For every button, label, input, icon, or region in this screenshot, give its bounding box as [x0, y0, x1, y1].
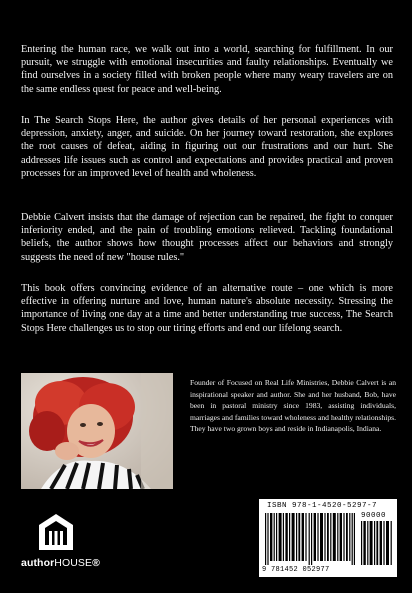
price-addon-text: 90000: [361, 512, 387, 520]
publisher-name-thin: HOUSE: [54, 557, 93, 569]
registered-mark: ®: [92, 557, 100, 569]
publisher-name: [21, 557, 99, 569]
publisher-name-bold: author: [21, 557, 55, 569]
blurb-paragraph-2: In The Search Stops Here, the author gives details of her personal experiences with depression, anxiety, anger, and suicide. On her journey toward restoration, she explores the root causes of defeat, aiding in figuring out our frustrations and our hurt. She addresses life issues such as control and expectations and provides practical and proven processes for an improved level of health and wholeness.: [21, 115, 393, 179]
isbn-text: ISBN 978-1-4520-5297-7: [267, 502, 378, 510]
author-bio: Founder of Focused on Real Life Ministries, Debbie Calvert is an inspirational speaker and author. She and her husband, Bob, have been in pastoral ministry since 1983, assisting individuals, marriages and families toward wholeness and healthy relationships. They have two grown boys and reside in Indianapolis, Indiana.: [190, 378, 396, 434]
publisher-logo: [21, 513, 100, 575]
author-photo: [21, 373, 173, 489]
publisher-house-icon: [38, 513, 74, 551]
isbn-barcode: [259, 499, 397, 577]
blurb-paragraph-4: This book offers convincing evidence of an alternative route – one which is more effective in offering nurture and love, human nature's absolute necessity. Stressing the importance of living one day at a time and better understanding true success, The Search Stops Here challenges us to stop our tiring efforts and end our lifelong search.: [21, 283, 393, 334]
blurb-paragraph-3: Debbie Calvert insists that the damage of rejection can be repaired, the fight to conquer inferiority ended, and the pain of troubling emotions relieved. Tackling foundational beliefs, the author shows how thought processes affect our behaviors and strongly suggests the need of new "house rules.": [21, 212, 393, 263]
blurb-paragraph-1: Entering the human race, we walk out into a world, searching for fulfillment. In our pursuit, we struggle with emotional insecurities and faulty relationships. Eventually we find ourselves in a society filled with broken people where many weary travelers are on the same endless quest for peace and well-being.: [21, 44, 393, 95]
ean-barcode-bars: [265, 513, 355, 565]
ean-number-text: 9 781452 052977: [262, 566, 330, 574]
price-addon-bars: [361, 521, 393, 565]
